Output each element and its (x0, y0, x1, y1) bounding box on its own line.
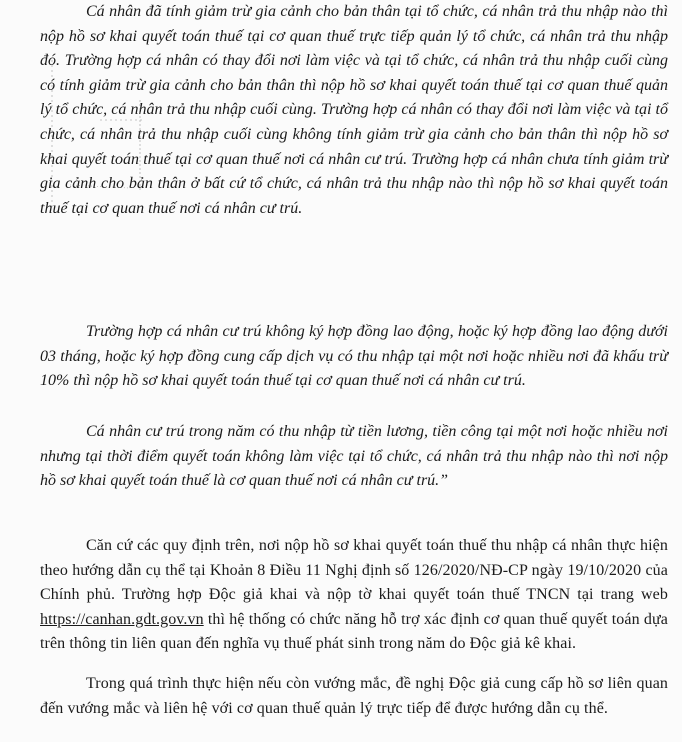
canhan-gdt-link[interactable]: https://canhan.gdt.gov.vn (40, 610, 204, 628)
paragraph-resident-salary-income: Cá nhân cư trú trong năm có thu nhập từ tiền lương, tiền công tại một nơi hoặc nhiều nơi nhưng tại thời điểm quyết toán không làm việc tại tổ chức, cá nhân trả thu nhập nào thì nơi nộp hồ sơ khai quyết toán thuế là cơ quan thuế nơi cá nhân cư trú.” (40, 423, 668, 490)
paragraph-contact-guidance: Trong quá trình thực hiện nếu còn vướng mắc, đề nghị Độc giả cung cấp hồ sơ liên quan đến vướng mắc và liên hệ với cơ quan thuế quản lý trực tiếp để được hướng dẫn cụ thể. (40, 675, 668, 717)
legal-basis-text-start: Căn cứ các quy định trên, nơi nộp hồ sơ khai quyết toán thuế thu nhập cá nhân thực hiện theo hướng dẫn cụ thể tại Khoản 8 Điều 11 Nghị định số 126/2020/NĐ-CP ngày 19/10/2020 của Chính phủ. Trường hợp Độc giả khai và nộp tờ khai quyết toán thuế TNCN tại trang web (40, 537, 668, 604)
paragraph-tax-settlement-location: Cá nhân đã tính giảm trừ gia cảnh cho bản thân tại tổ chức, cá nhân trả thu nhập nào thì nộp hồ sơ khai quyết toán thuế tại cơ quan thuế trực tiếp quản lý tổ chức, cá nhân trả thu nhập đó. Trường hợp cá nhân có thay đổi nơi làm việc và tại tổ chức, cá nhân trả thu nhập cuối cùng có tính giảm trừ gia cảnh cho bản thân thì nộp hồ sơ khai quyết toán thuế tại cơ quan thuế quản lý tổ chức, cá nhân trả thu nhập cuối cùng. Trường hợp cá nhân có thay đổi nơi làm việc và tại tổ chức, cá nhân trả thu nhập cuối cùng không tính giảm trừ gia cảnh cho bản thân thì nộp hồ sơ khai quyết toán thuế tại cơ quan thuế nơi cá nhân cư trú. Trường hợp cá nhân chưa tính giảm trừ gia cảnh cho bản thân ở bất cứ tổ chức, cá nhân trả thu nhập nào thì nộp hồ sơ khai quyết toán thuế tại cơ quan thuế nơi cá nhân cư trú. (40, 3, 668, 217)
paragraph-legal-basis (40, 534, 668, 657)
legal-basis-text-end: thì hệ thống có chức năng hỗ trợ xác định cơ quan thuế quyết toán dựa trên thông tin liên quan đến nghĩa vụ thuế phát sinh trong năm do Độc giả kê khai. (40, 610, 668, 653)
paragraph-no-labor-contract: Trường hợp cá nhân cư trú không ký hợp đồng lao động, hoặc ký hợp đồng lao động dưới 03 tháng, hoặc ký hợp đồng cung cấp dịch vụ có thu nhập tại một nơi hoặc nhiều nơi đã khấu trừ 10% thì nộp hồ sơ khai quyết toán thuế tại cơ quan thuế nơi cá nhân cư trú. (40, 323, 668, 390)
